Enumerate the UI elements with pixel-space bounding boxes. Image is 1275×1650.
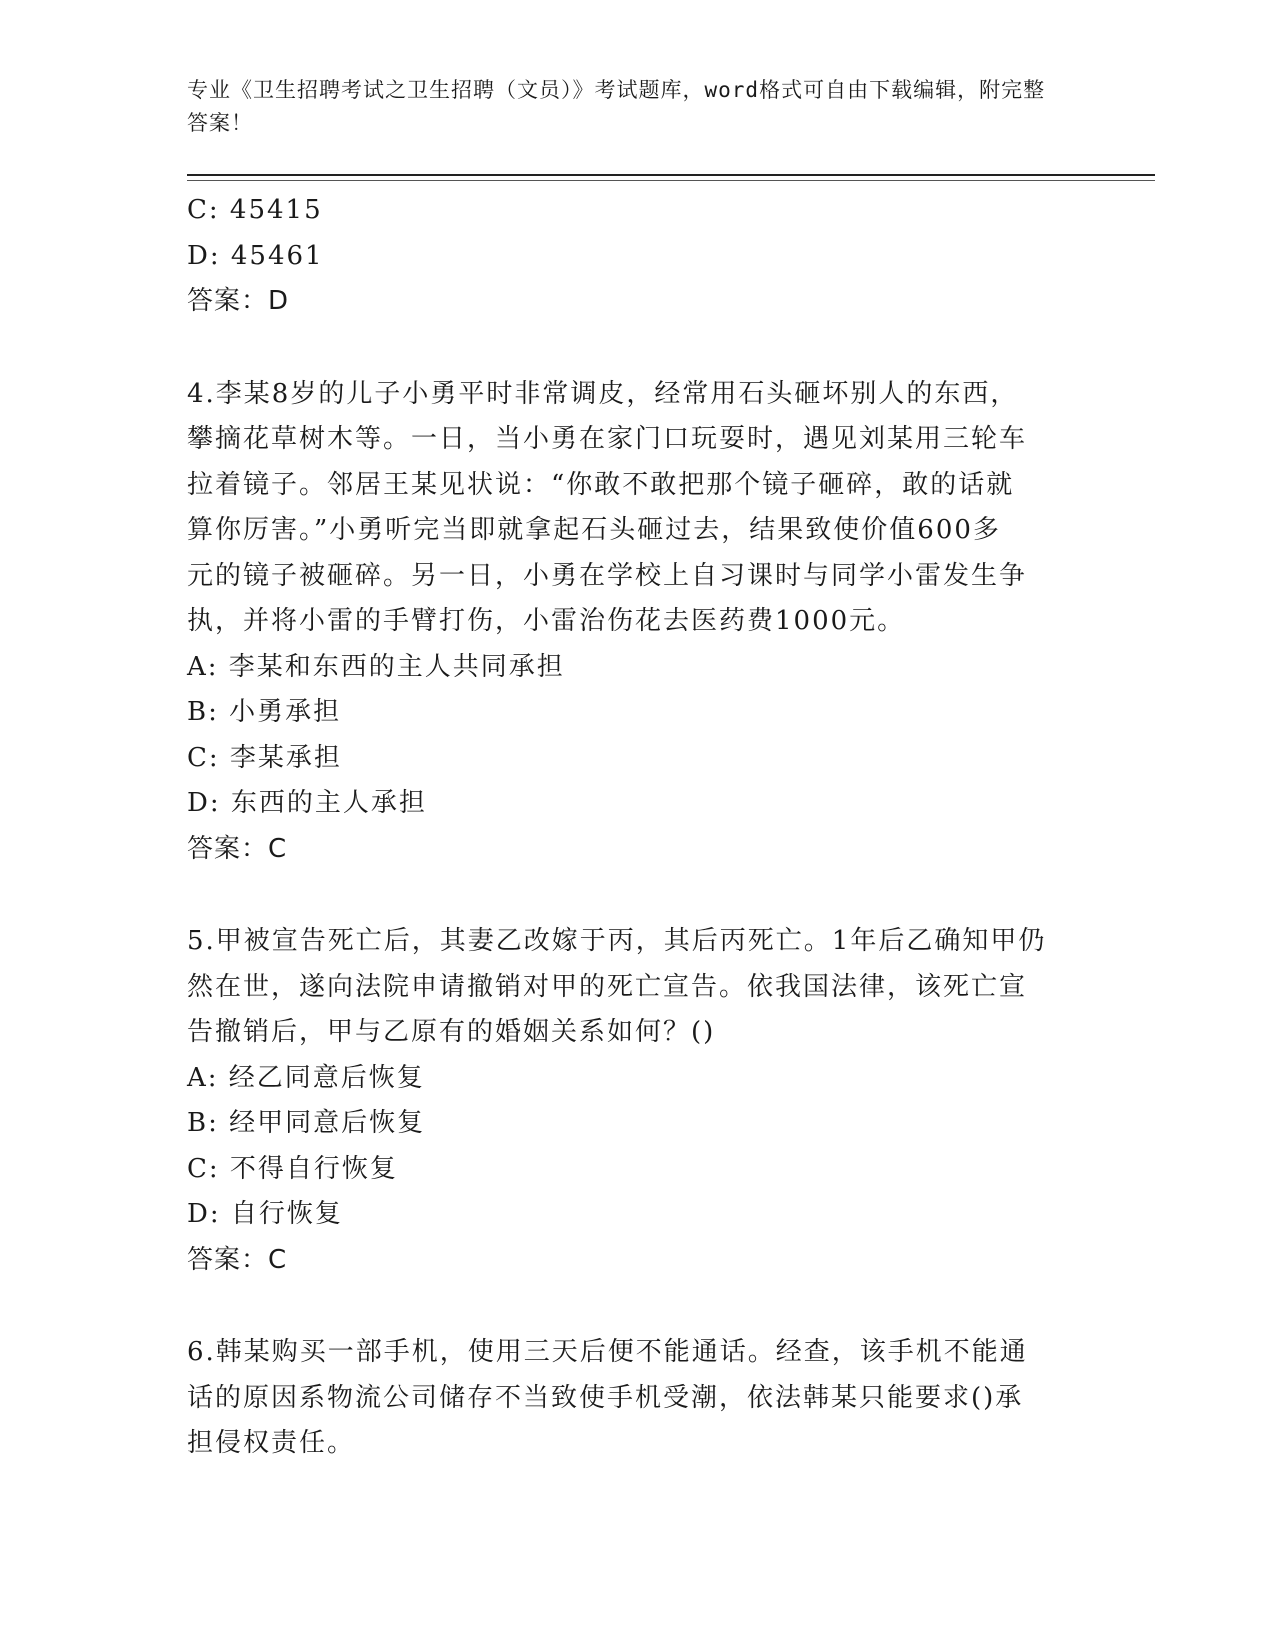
header-divider-thick — [187, 174, 1155, 176]
answer-line: 答案：C — [187, 833, 288, 864]
document-header: 专业《卫生招聘考试之卫生招聘（文员）》考试题库，word格式可自由下载编辑，附完整答案！ — [187, 78, 1046, 135]
option-a: A: 李某和东西的主人共同承担 — [187, 651, 565, 682]
option-a: A: 经乙同意后恢复 — [187, 1062, 425, 1093]
previous-question — [187, 188, 1087, 325]
question-text-line: 6.韩某购买一部手机，使用三天后便不能通话。经查，该手机不能通 — [187, 1337, 1028, 1367]
question-text-line: 4.李某8岁的儿子小勇平时非常调皮，经常用石头砸坏别人的东西， — [187, 378, 1019, 409]
answer-line: 答案：D — [187, 286, 290, 316]
question-text-line: 元的镜子被砸碎。另一日，小勇在学校上自习课时与同学小雷发生争 — [187, 560, 1028, 591]
spacer — [187, 325, 1087, 372]
option-c: C: 不得自行恢复 — [187, 1153, 398, 1184]
header-divider-thin — [187, 180, 1155, 181]
document-content — [187, 188, 1087, 1467]
option-c: C: 45415 — [187, 195, 323, 225]
option-d: D: 自行恢复 — [187, 1199, 343, 1229]
question-text-line: 算你厉害。”小勇听完当即就拿起石头砸过去，结果致使价值600多 — [187, 515, 1001, 545]
option-d: D: 东西的主人承担 — [187, 788, 427, 818]
question-5 — [187, 919, 1087, 1283]
option-b: B: 小勇承担 — [187, 697, 342, 727]
question-6 — [187, 1330, 1087, 1467]
question-text-line: 告撤销后，甲与乙原有的婚姻关系如何？() — [187, 1017, 716, 1047]
option-c: C: 李某承担 — [187, 742, 342, 773]
question-text-line: 执，并将小雷的手臂打伤，小雷治伤花去医药费1000元。 — [187, 606, 906, 636]
answer-line: 答案：C — [187, 1244, 288, 1275]
question-text-line: 担侵权责任。 — [187, 1428, 356, 1458]
spacer — [187, 1283, 1087, 1330]
option-d: D: 45461 — [187, 240, 324, 271]
question-text-line: 话的原因系物流公司储存不当致使手机受潮，依法韩某只能要求()承 — [187, 1382, 1024, 1413]
question-4 — [187, 372, 1087, 873]
question-text-line: 拉着镜子。邻居王某见状说：“你敢不敢把那个镜子砸碎，敢的话就 — [187, 469, 1015, 500]
question-text-line: 5.甲被宣告死亡后，其妻乙改嫁于丙，其后丙死亡。1年后乙确知甲仍 — [187, 926, 1047, 956]
option-b: B: 经甲同意后恢复 — [187, 1108, 426, 1138]
spacer — [187, 872, 1087, 919]
question-text-line: 然在世，遂向法院申请撤销对甲的死亡宣告。依我国法律，该死亡宣 — [187, 971, 1028, 1002]
question-text-line: 攀摘花草树木等。一日，当小勇在家门口玩耍时，遇见刘某用三轮车 — [187, 424, 1028, 454]
